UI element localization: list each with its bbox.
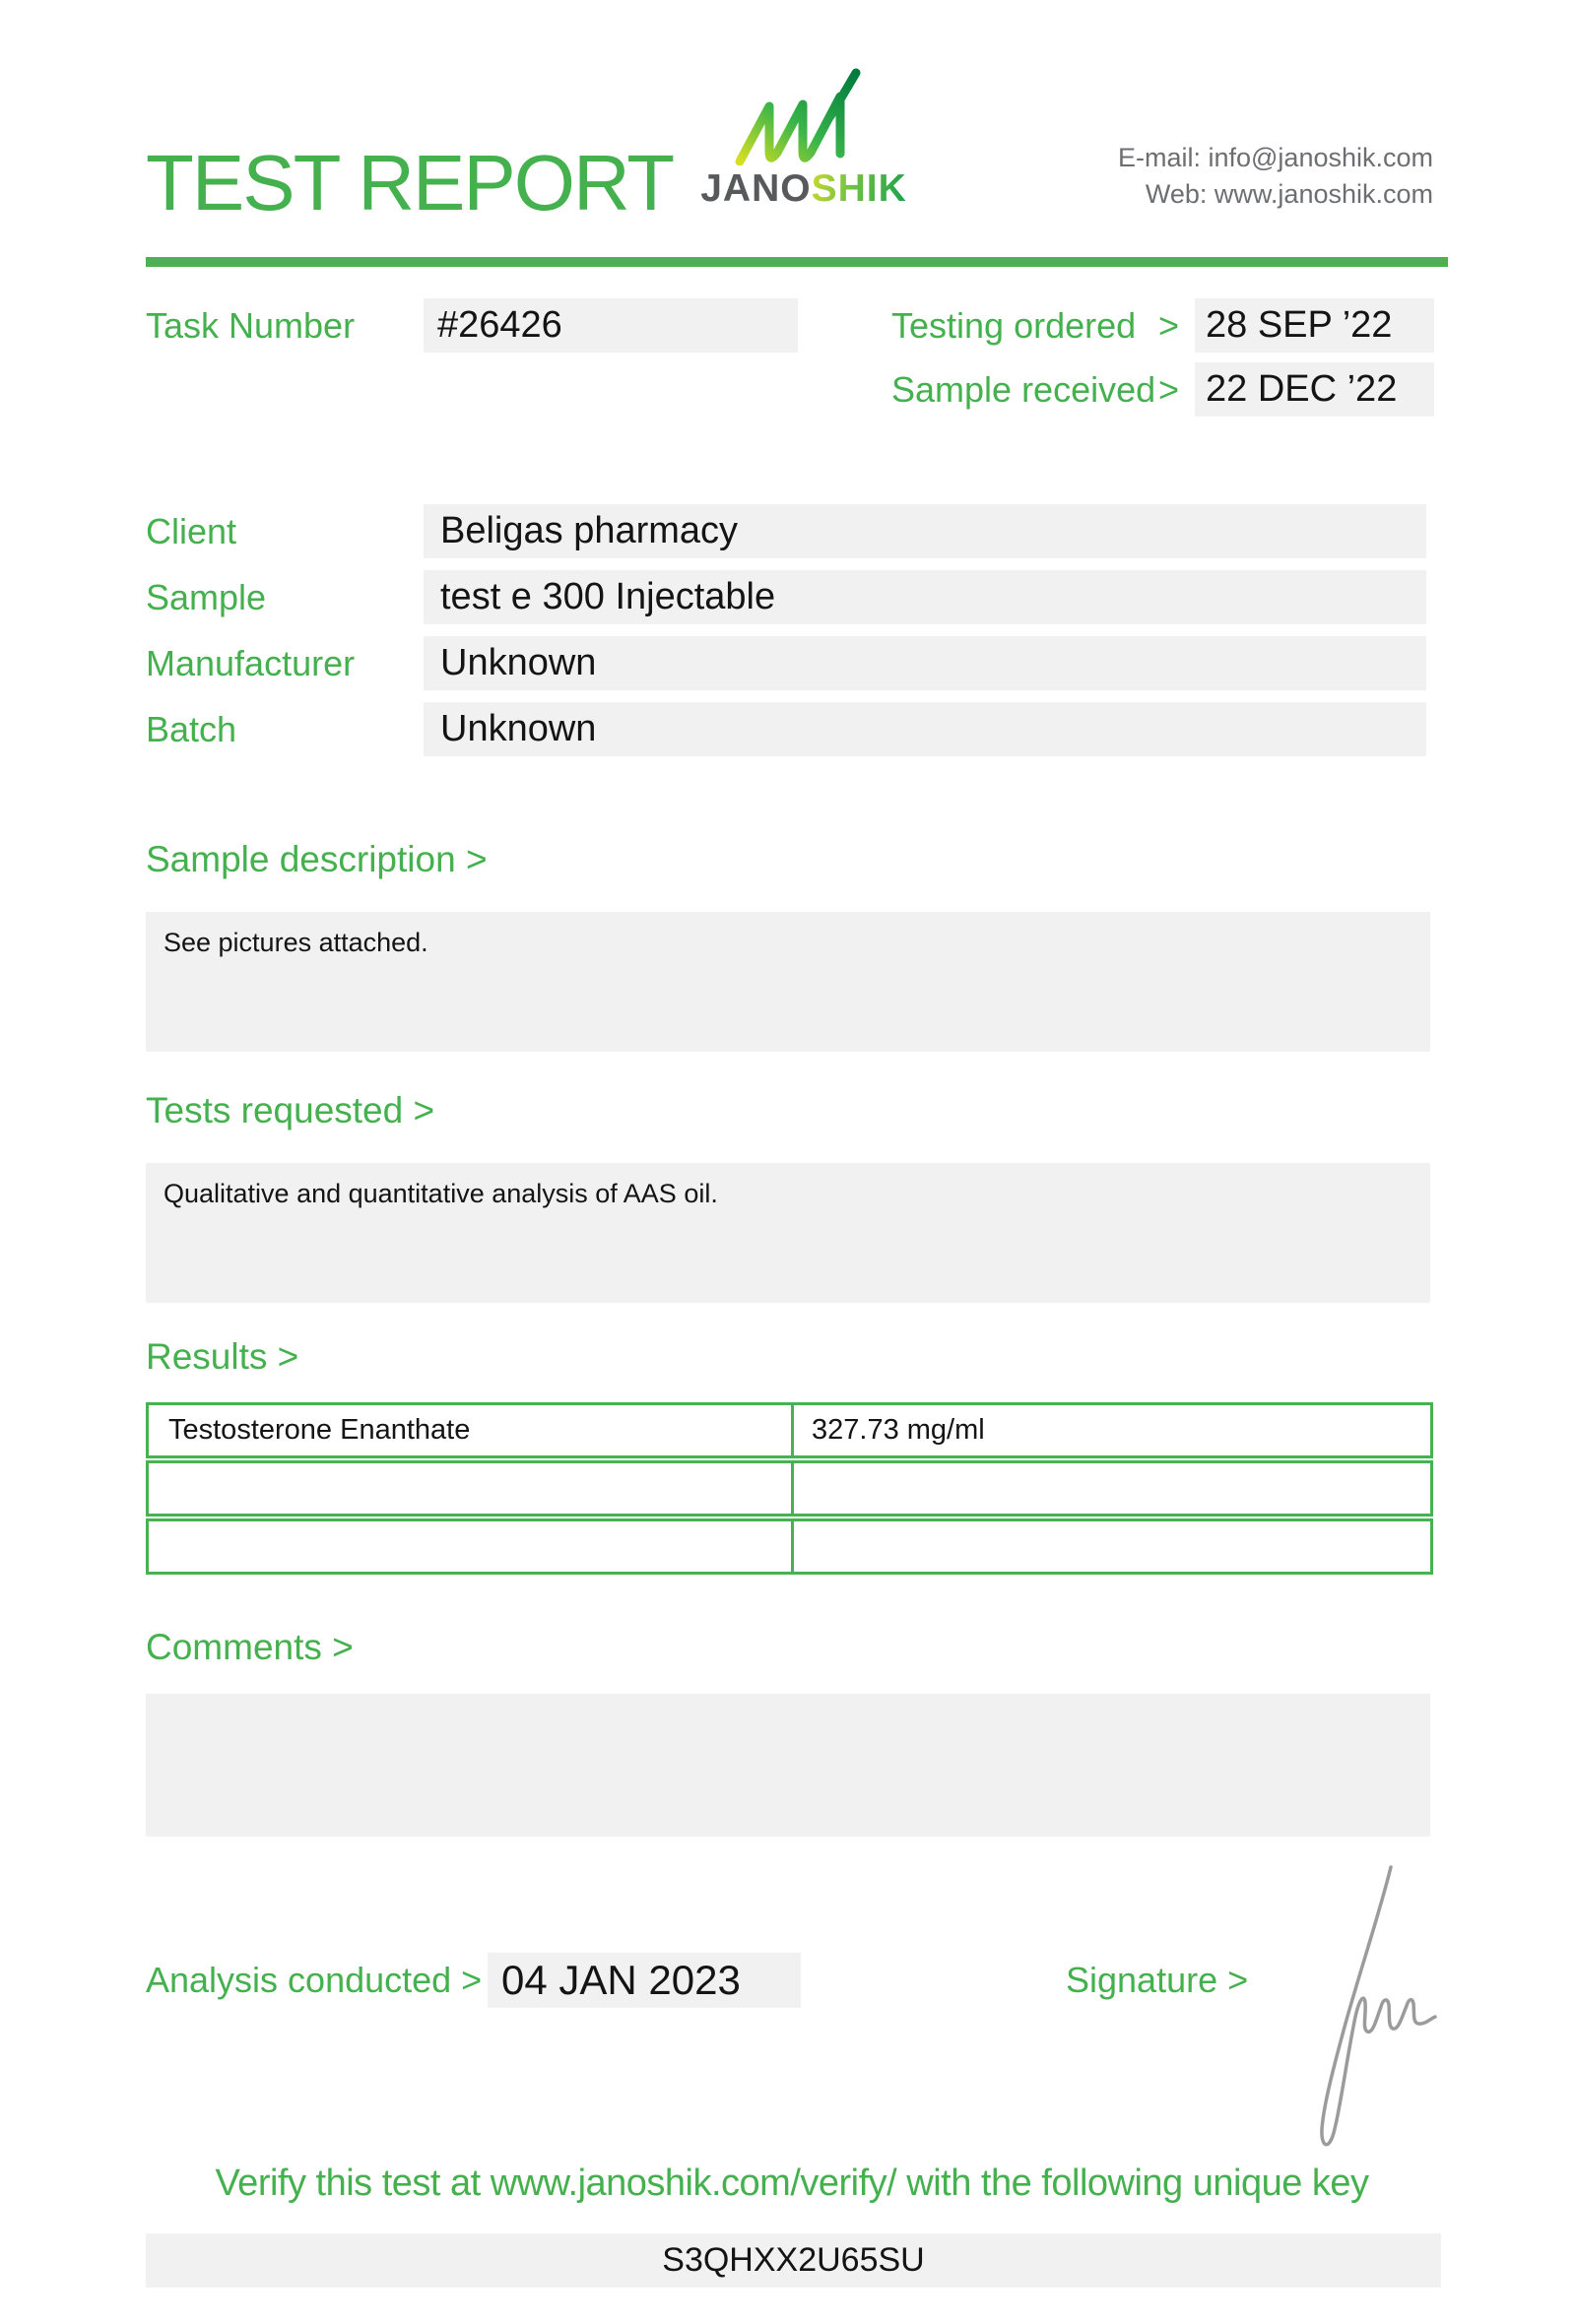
result-substance: Testosterone Enanthate: [149, 1405, 794, 1455]
sample-label: Sample: [146, 576, 267, 617]
sample-value: test e 300 Injectable: [424, 570, 1426, 624]
growth-chart-icon: [730, 65, 878, 165]
result-substance: [149, 1521, 794, 1572]
page-title: TEST REPORT: [146, 139, 674, 226]
email-label: E-mail:: [1117, 143, 1201, 172]
contact-block: [1118, 140, 1433, 213]
comments-heading: Comments >: [146, 1627, 354, 1667]
manufacturer-label: Manufacturer: [146, 642, 356, 683]
signature-label: Signature >: [1066, 1960, 1249, 2000]
email-value[interactable]: info@janoshik.com: [1208, 143, 1433, 172]
analysis-conducted-label: Analysis conducted >: [146, 1960, 483, 2000]
result-value: 327.73 mg/ml: [812, 1414, 985, 1446]
contact-web-line: [1118, 176, 1433, 213]
batch-value: Unknown: [424, 702, 1426, 756]
results-table-row: [146, 1518, 1433, 1575]
signature-scribble: [1280, 1861, 1438, 2176]
tests-requested-heading: Tests requested >: [146, 1090, 435, 1130]
result-value: [794, 1463, 1430, 1514]
sample-description-heading: Sample description >: [146, 839, 488, 879]
results-heading: Results >: [146, 1336, 299, 1377]
sample-received-text: Sample received: [891, 368, 1156, 410]
batch-label: Batch: [146, 708, 237, 749]
comments-box: [146, 1694, 1430, 1837]
testing-ordered-arrow: >: [1157, 304, 1179, 346]
logo-text-shik: SHIK: [811, 167, 907, 210]
testing-ordered-value: 28 SEP ’22: [1195, 298, 1434, 353]
results-table: [146, 1402, 1433, 1577]
logo-wordmark: [690, 167, 918, 211]
sample-received-label: [891, 362, 1179, 417]
verify-key: S3QHXX2U65SU: [146, 2233, 1441, 2288]
tests-requested-box: Qualitative and quantitative analysis of AAS oil.: [146, 1163, 1430, 1303]
web-label: Web:: [1145, 179, 1208, 209]
testing-ordered-text: Testing ordered: [891, 304, 1137, 346]
task-number-label: Task Number: [146, 304, 356, 346]
sample-received-arrow: >: [1157, 368, 1179, 410]
janoshik-logo: [690, 65, 918, 211]
testing-ordered-label: [891, 298, 1179, 353]
web-value[interactable]: www.janoshik.com: [1214, 179, 1433, 209]
results-table-row: [146, 1402, 1433, 1458]
verify-instruction: Verify this test at www.janoshik.com/verify/ with the following unique key: [215, 2163, 1369, 2204]
result-substance: [149, 1463, 794, 1514]
analysis-conducted-date: 04 JAN 2023: [488, 1953, 801, 2008]
results-table-row: [146, 1460, 1433, 1517]
result-value: [794, 1521, 1430, 1572]
contact-email-line: [1118, 140, 1433, 176]
sample-description-box: See pictures attached.: [146, 912, 1430, 1052]
task-number-value: #26426: [424, 298, 798, 353]
client-value: Beligas pharmacy: [424, 504, 1426, 558]
manufacturer-value: Unknown: [424, 636, 1426, 690]
logo-text-jano: JANO: [700, 167, 812, 210]
client-label: Client: [146, 510, 237, 551]
header-divider: [146, 257, 1448, 267]
sample-received-value: 22 DEC ’22: [1195, 362, 1434, 417]
